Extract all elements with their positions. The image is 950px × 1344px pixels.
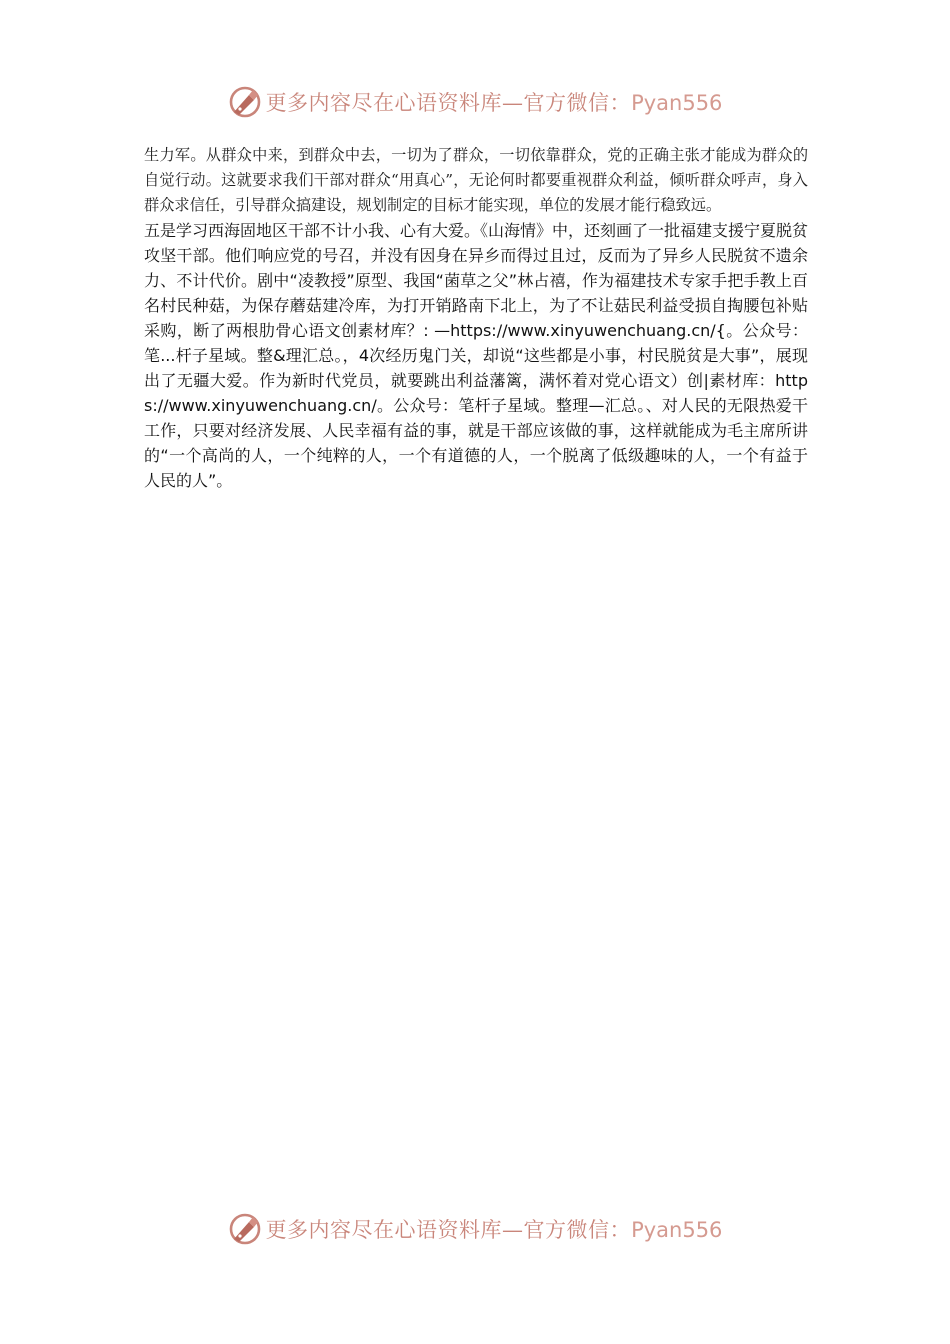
header-banner [0,82,950,122]
header-banner-text: 更多内容尽在心语资料库—官方微信：Pyan556 [265,91,723,115]
footer-banner [0,1209,950,1249]
pen-nib-circle-icon [228,85,262,119]
header-wechat-id: Pyan556 [631,91,723,115]
pen-nib-circle-icon [228,1212,262,1246]
paragraph-2: 五是学习西海固地区干部不计小我、心有大爱。《山海情》中，还刻画了一批福建支援宁夏脱贫攻坚干部。他们响应党的号召，并没有因身在异乡而得过且过，反而为了异乡人民脱贫不遗余力、不计代价。剧中“凌教授”原型、我国“菌草之父”林占禧，作为福建技术专家手把手教上百名村民种菇，为保存蘑菇建冷库，为打开销路南下北上，为了不让菇民利益受损自掏腰包补贴采购，断了两根肋骨心语文创素材库？: —https://www.xinyuwenchuang.cn/{。公众号：笔...杆子星域。整&理汇总。，4次经历鬼门关，却说“这些都是小事，村民脱贫是大事”，展现出了无疆大爱。作为新时代党员，就要跳出利益藩篱，满怀着对党心语文）创|素材库：https://www.xinyuwenchuang.cn/。公众号：笔杆子星域。整理—汇总。、对人民的无限热爱干工作，只要对经济发展、人民幸福有益的事，就是干部应该做的事，这样就能成为毛主席所讲的“一个高尚的人，一个纯粹的人，一个有道德的人，一个脱离了低级趣味的人，一个有益于人民的人”。 [144,221,809,490]
footer-wechat-id: Pyan556 [631,1218,723,1242]
footer-banner-text: 更多内容尽在心语资料库—官方微信：Pyan556 [265,1218,723,1242]
paragraph-1: 生力军。从群众中来，到群众中去，一切为了群众，一切依靠群众，党的正确主张才能成为群众的自觉行动。这就要求我们干部对群众“用真心”，无论何时都要重视群众利益，倾听群众呼声，身入群众求信任，引导群众搞建设，规划制定的目标才能实现，单位的发展才能行稳致远。 [144,146,808,214]
document-body [144,143,808,493]
